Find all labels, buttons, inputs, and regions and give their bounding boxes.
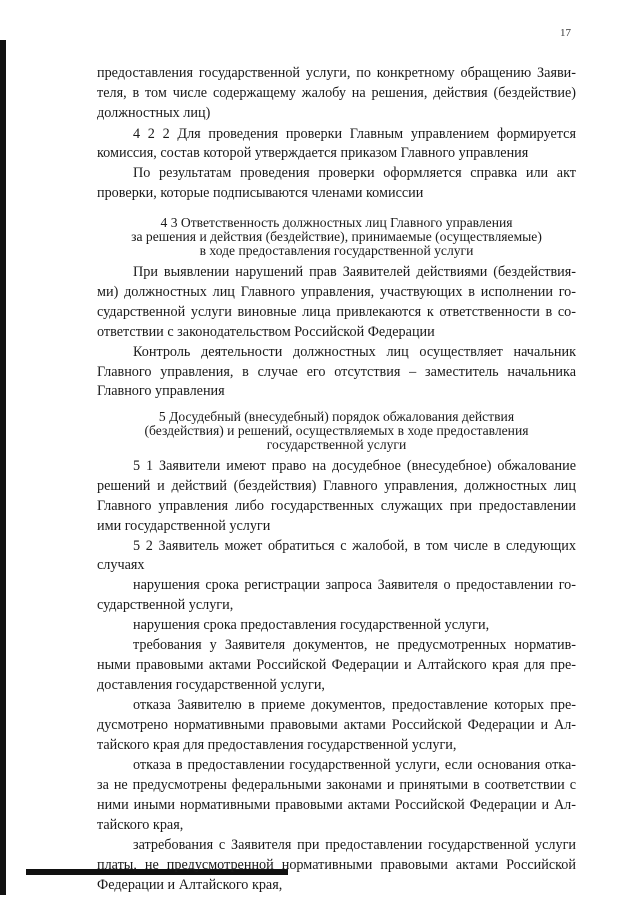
text-line: доставления государственной услуги, [97,677,325,693]
text-line: Главного управления [97,383,225,399]
text-line: При выявлении нарушений прав Заявителей действиями (бездействия- [133,264,576,280]
text-line: сударственной услуги, [97,597,234,613]
text-line: Федерации и Алтайского края, [97,877,283,893]
text-line: По результатам проведения проверки оформляется справка или акт [133,165,576,181]
text-line: решений и действий (бездействия) Главного управления, должностных лиц [97,478,576,494]
text-line: ными правовыми актами Российской Федерации и Алтайского края для пре- [97,657,576,673]
text-line: тайского края, [97,817,184,833]
text-line: сударственной услуги виновные лица привлекаются к ответственности в со- [97,304,576,320]
scan-left-border [0,40,6,895]
text-line: комиссия, состав которой утверждается приказом Главного управления [97,145,529,161]
text-line: проверки, которые подписываются членами комиссии [97,185,424,201]
text-line: 4 2 2 Для проведения проверки Главным управлением формируется [133,126,576,142]
text-line: теля, в том числе содержащему жалобу на решения, действия (бездействие) [97,85,576,101]
text-line: отказа Заявителю в приеме документов, предоставление которых пре- [133,697,576,713]
text-line: за не предусмотрены федеральными законами и принятыми в соответствии с [97,777,576,793]
section-heading-line: 4 3 Ответственность должностных лиц Главного управления [160,215,513,230]
text-line: дусмотрено нормативными правовыми актами Российской Федерации и Ал- [97,717,576,733]
text-line: нарушения срока регистрации запроса Заявителя о предоставлении го- [133,577,576,593]
text-line: нарушения срока предоставления государственной услуги, [133,617,490,633]
text-line: платы, не предусмотренной нормативными правовыми актами Российской [97,857,576,873]
text-line: ми) должностных лиц Главного управления, участвующих в исполнении го- [97,284,576,300]
text-line: ними иными нормативными правовыми актами Российской Федерации и Ал- [97,797,576,813]
text-line: случаях [97,557,145,573]
text-line: предоставления государственной услуги, по конкретному обращению Заяви- [97,65,576,81]
section-heading-line: за решения и действия (бездействие), принимаемые (осуществляемые) [131,229,542,244]
section-heading-line: (бездействия) и решений, осуществляемых в ходе предоставления [144,423,529,438]
page-number: 17 [560,27,571,39]
text-line: 5 1 Заявители имеют право на досудебное (внесудебное) обжалование [133,458,576,474]
text-line: ответствии с законодательством Российской Федерации [97,324,435,340]
section-heading-line: государственной услуги [266,437,407,452]
text-line: требования у Заявителя документов, не предусмотренных норматив- [133,637,576,653]
text-line: Главного управления, в случае его отсутствия – заместитель начальника [97,364,576,380]
text-line: Главного управления либо государственных служащих при предоставлении [97,498,576,514]
text-line: ими государственной услуги [97,518,271,534]
text-line: отказа в предоставлении государственной услуги, если основания отка- [133,757,576,773]
section-heading-line: в ходе предоставления государственной услуги [199,243,474,258]
text-line: 5 2 Заявитель может обратиться с жалобой, в том числе в следующих [133,538,576,554]
text-line: Контроль деятельности должностных лиц осуществляет начальник [133,344,576,360]
text-line: должностных лиц) [97,105,211,121]
section-heading-line: 5 Досудебный (внесудебный) порядок обжалования действия [158,409,515,424]
text-line: тайского края для предоставления государственной услуги, [97,737,457,753]
text-line: затребования с Заявителя при предоставлении государственной услуги [133,837,576,853]
